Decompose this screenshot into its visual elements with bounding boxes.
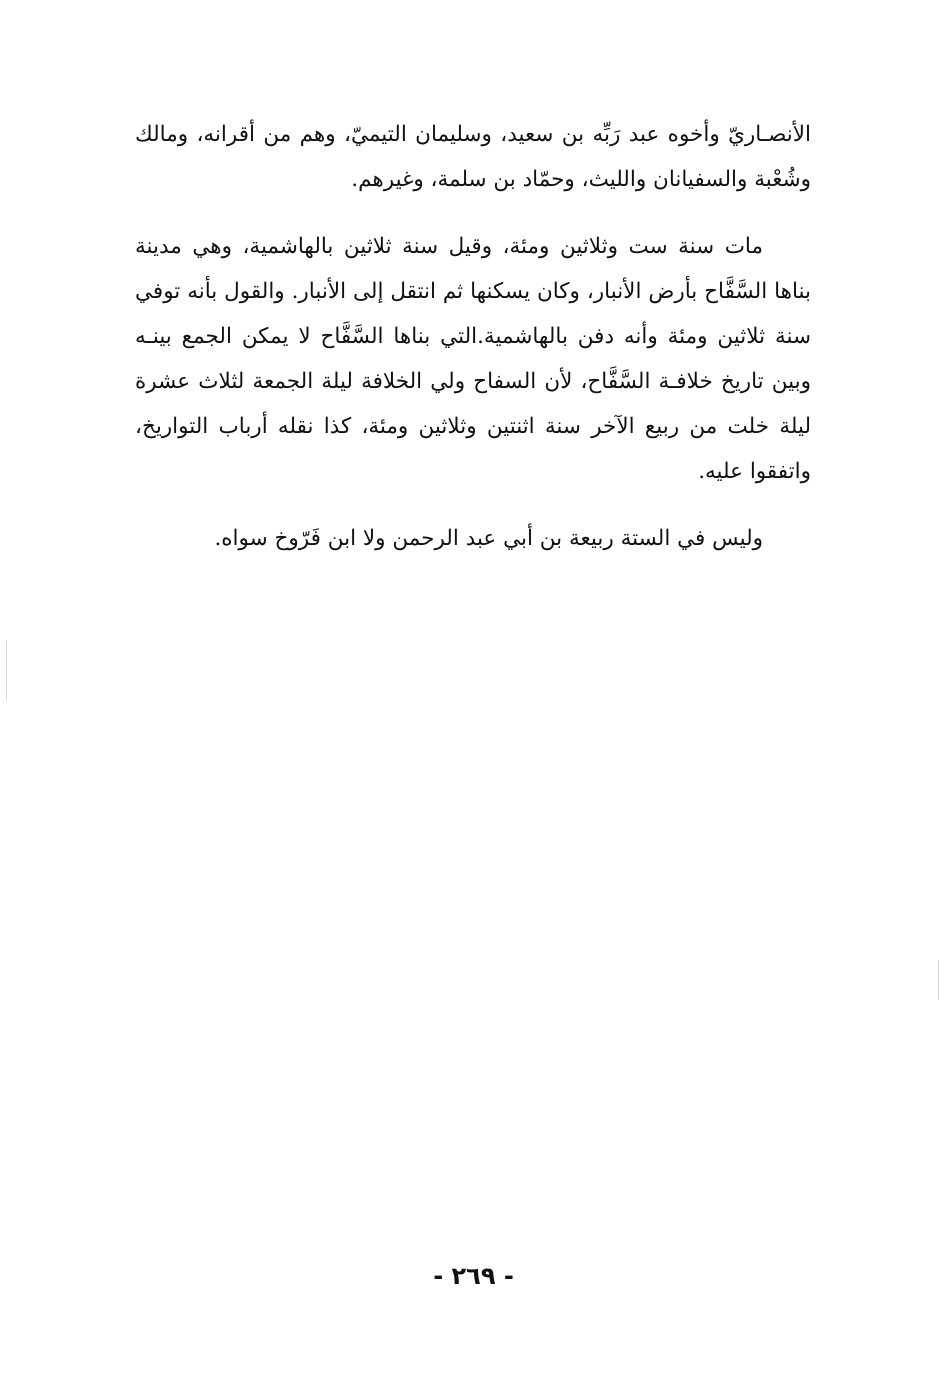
- paragraph-death-date: مات سنة ست وثلاثين ومئة، وقيل سنة ثلاثين بالهاشمية، وهي مدينة بناها السَّفَّاح بأرض الأنبار، وكان يسكنها ثم انتقل إلى الأنبار. والقول بأنه توفي سنة ثلاثين ومئة وأنه دفن بالهاشمية.التي بناها السَّفَّاح لا يمكن الجمع بينـه وبين تاريخ خلافـة السَّفَّاح، لأن السفاح ولي الخلافة ليلة الجمعة لثلاث عشرة ليلة خلت من ربيع الآخر سنة اثنتين وثلاثين ومئة، كذا نقله أرباب التواريخ، واتفقوا عليه.: [135, 234, 811, 484]
- scan-margin-line: [938, 960, 939, 1000]
- page-number: - ٢٦٩ -: [433, 1262, 514, 1290]
- paragraph-continuation: الأنصـاريّ وأخوه عبد رَبِّه بن سعيد، وسليمان التيميّ، وهم من أقرانه، ومالك وشُعْبة والسفيانان والليث، وحمّاد بن سلمة، وغيرهم.: [135, 122, 811, 192]
- scan-margin-line: [6, 640, 7, 700]
- paragraph-note: وليس في الستة ربيعة بن أبي عبد الرحمن ولا ابن فَرّوخ سواه.: [214, 526, 763, 551]
- body-text: [135, 112, 811, 583]
